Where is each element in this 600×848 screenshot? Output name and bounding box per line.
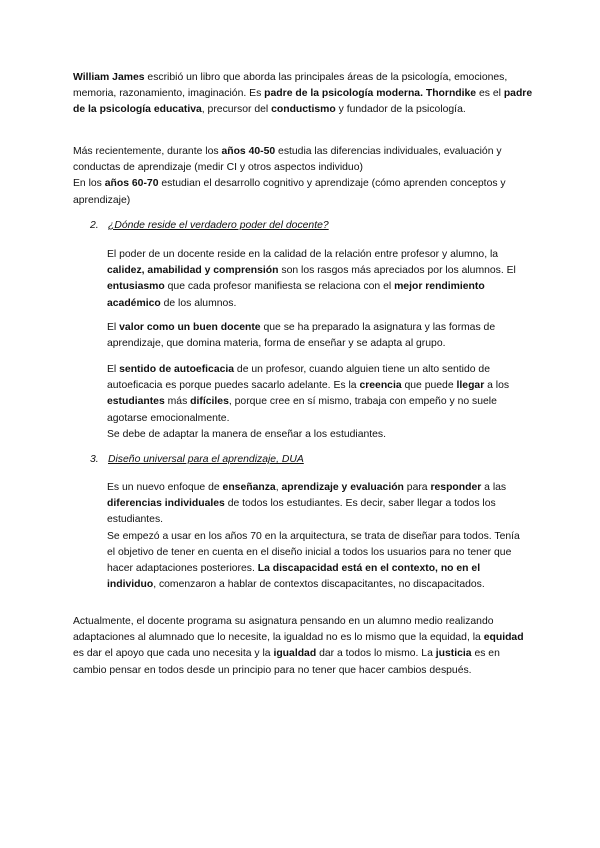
- bold-span: calidez, amabilidad y comprensión: [107, 265, 279, 277]
- bold-span: equidad: [483, 632, 524, 644]
- text-span: Actualmente, el docente programa su asignatura pensando en un alumno medio realizando adaptaciones al alumnado que lo necesite, la igualdad no es lo mismo que la equidad, la: [73, 616, 494, 644]
- text-span: estudian el desarrollo cognitivo y aprendizaje (cómo aprenden conceptos y aprendizaje): [73, 178, 506, 206]
- bold-span: diferencias individuales: [107, 498, 225, 510]
- bold-span: estudiantes: [107, 396, 165, 408]
- bold-span: conductismo: [271, 104, 336, 116]
- bold-thorndike: Thorndike: [425, 88, 477, 100]
- paragraph-teacher-power: [107, 247, 527, 312]
- bold-span: padre de la psicología moderna.: [264, 88, 423, 100]
- text-span: más: [164, 396, 191, 408]
- text-span: y fundador de la psicología.: [335, 104, 466, 116]
- text-span: dar a todos lo mismo. La: [316, 648, 436, 660]
- bold-span: llegar: [456, 380, 485, 392]
- bold-span: La discapacidad está en el contexto, no en el individuo: [107, 563, 481, 591]
- heading-3: [90, 452, 304, 468]
- heading-number: 2.: [90, 220, 99, 231]
- text-span: El: [107, 364, 120, 375]
- heading-title: ¿Dónde reside el verdadero poder del docente?: [108, 220, 329, 231]
- text-span: Más recientemente, durante los: [73, 146, 222, 157]
- bold-span: aprendizaje y evaluación: [281, 482, 404, 493]
- paragraph-decades: [73, 144, 533, 209]
- text-span: que puede: [401, 380, 457, 392]
- paragraph-history: [73, 70, 533, 119]
- bold-span: entusiasmo: [107, 281, 165, 293]
- bold-william-james: William James: [73, 72, 145, 83]
- text-span: estudia las diferencias individuales, evaluación y conductas de aprendizaje (medir CI y otros aspectos individuo): [73, 146, 502, 174]
- bold-span: justicia: [435, 648, 472, 660]
- text-span: son los rasgos más apreciados por los alumnos. El: [278, 265, 516, 277]
- paragraph-self-efficacy: [107, 362, 527, 443]
- paragraph-equity: [73, 614, 533, 679]
- heading-2: [90, 218, 329, 234]
- paragraph-dua: [107, 480, 527, 593]
- text-span: de un profesor, cuando alguien tiene un alto sentido de autoeficacia es porque puedes sacarlo adelante. Es la: [107, 364, 490, 392]
- bold-span: igualdad: [273, 648, 317, 660]
- text-span: escribió un libro que aborda las principales áreas de la psicología, emociones, memoria, razonamiento, imaginación. Es: [73, 72, 508, 100]
- text-span: que se ha preparado la asignatura y las formas de aprendizaje, que domina materia, forma de enseñar y se adapta al grupo.: [107, 322, 496, 350]
- text-span: Se empezó a usar en los años 70 en la arquitectura, se trata de diseñar para todos. Tenía el objetivo de tener en cuenta en el diseño inicial a todos los usuarios para no tener que hacer adaptaciones posteriores.: [107, 530, 520, 575]
- text-span: Se debe de adaptar la manera de enseñar a los estudiantes.: [107, 428, 387, 440]
- text-span: ,: [275, 482, 282, 493]
- text-span: a las: [481, 482, 507, 493]
- bold-span: años 40-50: [221, 146, 276, 157]
- bold-span: creencia: [359, 380, 402, 392]
- text-span: es en cambio pensar en todos desde un principio para no tener que hacer cambios después.: [73, 648, 500, 676]
- text-span: es dar el apoyo que cada uno necesita y la: [73, 648, 274, 660]
- bold-span: padre de la psicología educativa: [73, 88, 533, 116]
- text-span: Es un nuevo enfoque de: [107, 482, 223, 493]
- text-span: , porque cree en sí mismo, trabaja con empeño y no suele agotarse emocionalmente.: [107, 396, 497, 424]
- text-span: En los: [73, 178, 105, 190]
- text-span: , comenzaron a hablar de contextos discapacitantes, no discapacitados.: [153, 579, 485, 591]
- bold-span: enseñanza: [222, 482, 276, 493]
- text-span: de los alumnos.: [160, 297, 237, 309]
- paragraph-good-teacher: [107, 320, 527, 352]
- heading-title: Diseño universal para el aprendizaje, DUA: [108, 454, 304, 465]
- text-span: El: [107, 322, 120, 333]
- bold-span: responder: [430, 482, 482, 493]
- text-span: , precursor del: [201, 104, 272, 116]
- text-span: es el: [476, 88, 504, 100]
- bold-span: valor como un buen docente: [119, 322, 261, 333]
- text-span: para: [403, 482, 431, 493]
- text-span: que cada profesor manifiesta se relaciona con el: [164, 281, 395, 293]
- heading-number: 3.: [90, 454, 99, 465]
- text-span: a los: [484, 380, 510, 392]
- bold-span: mejor rendimiento académico: [107, 281, 485, 309]
- bold-span: sentido de autoeficacia: [119, 364, 235, 375]
- bold-span: años 60-70: [104, 178, 159, 190]
- bold-span: difíciles: [190, 396, 229, 408]
- text-span: de todos los estudiantes. Es decir, saber llegar a todos los estudiantes.: [107, 498, 496, 526]
- text-span: El poder de un docente reside en la calidad de la relación entre profesor y alumno, la: [107, 249, 499, 260]
